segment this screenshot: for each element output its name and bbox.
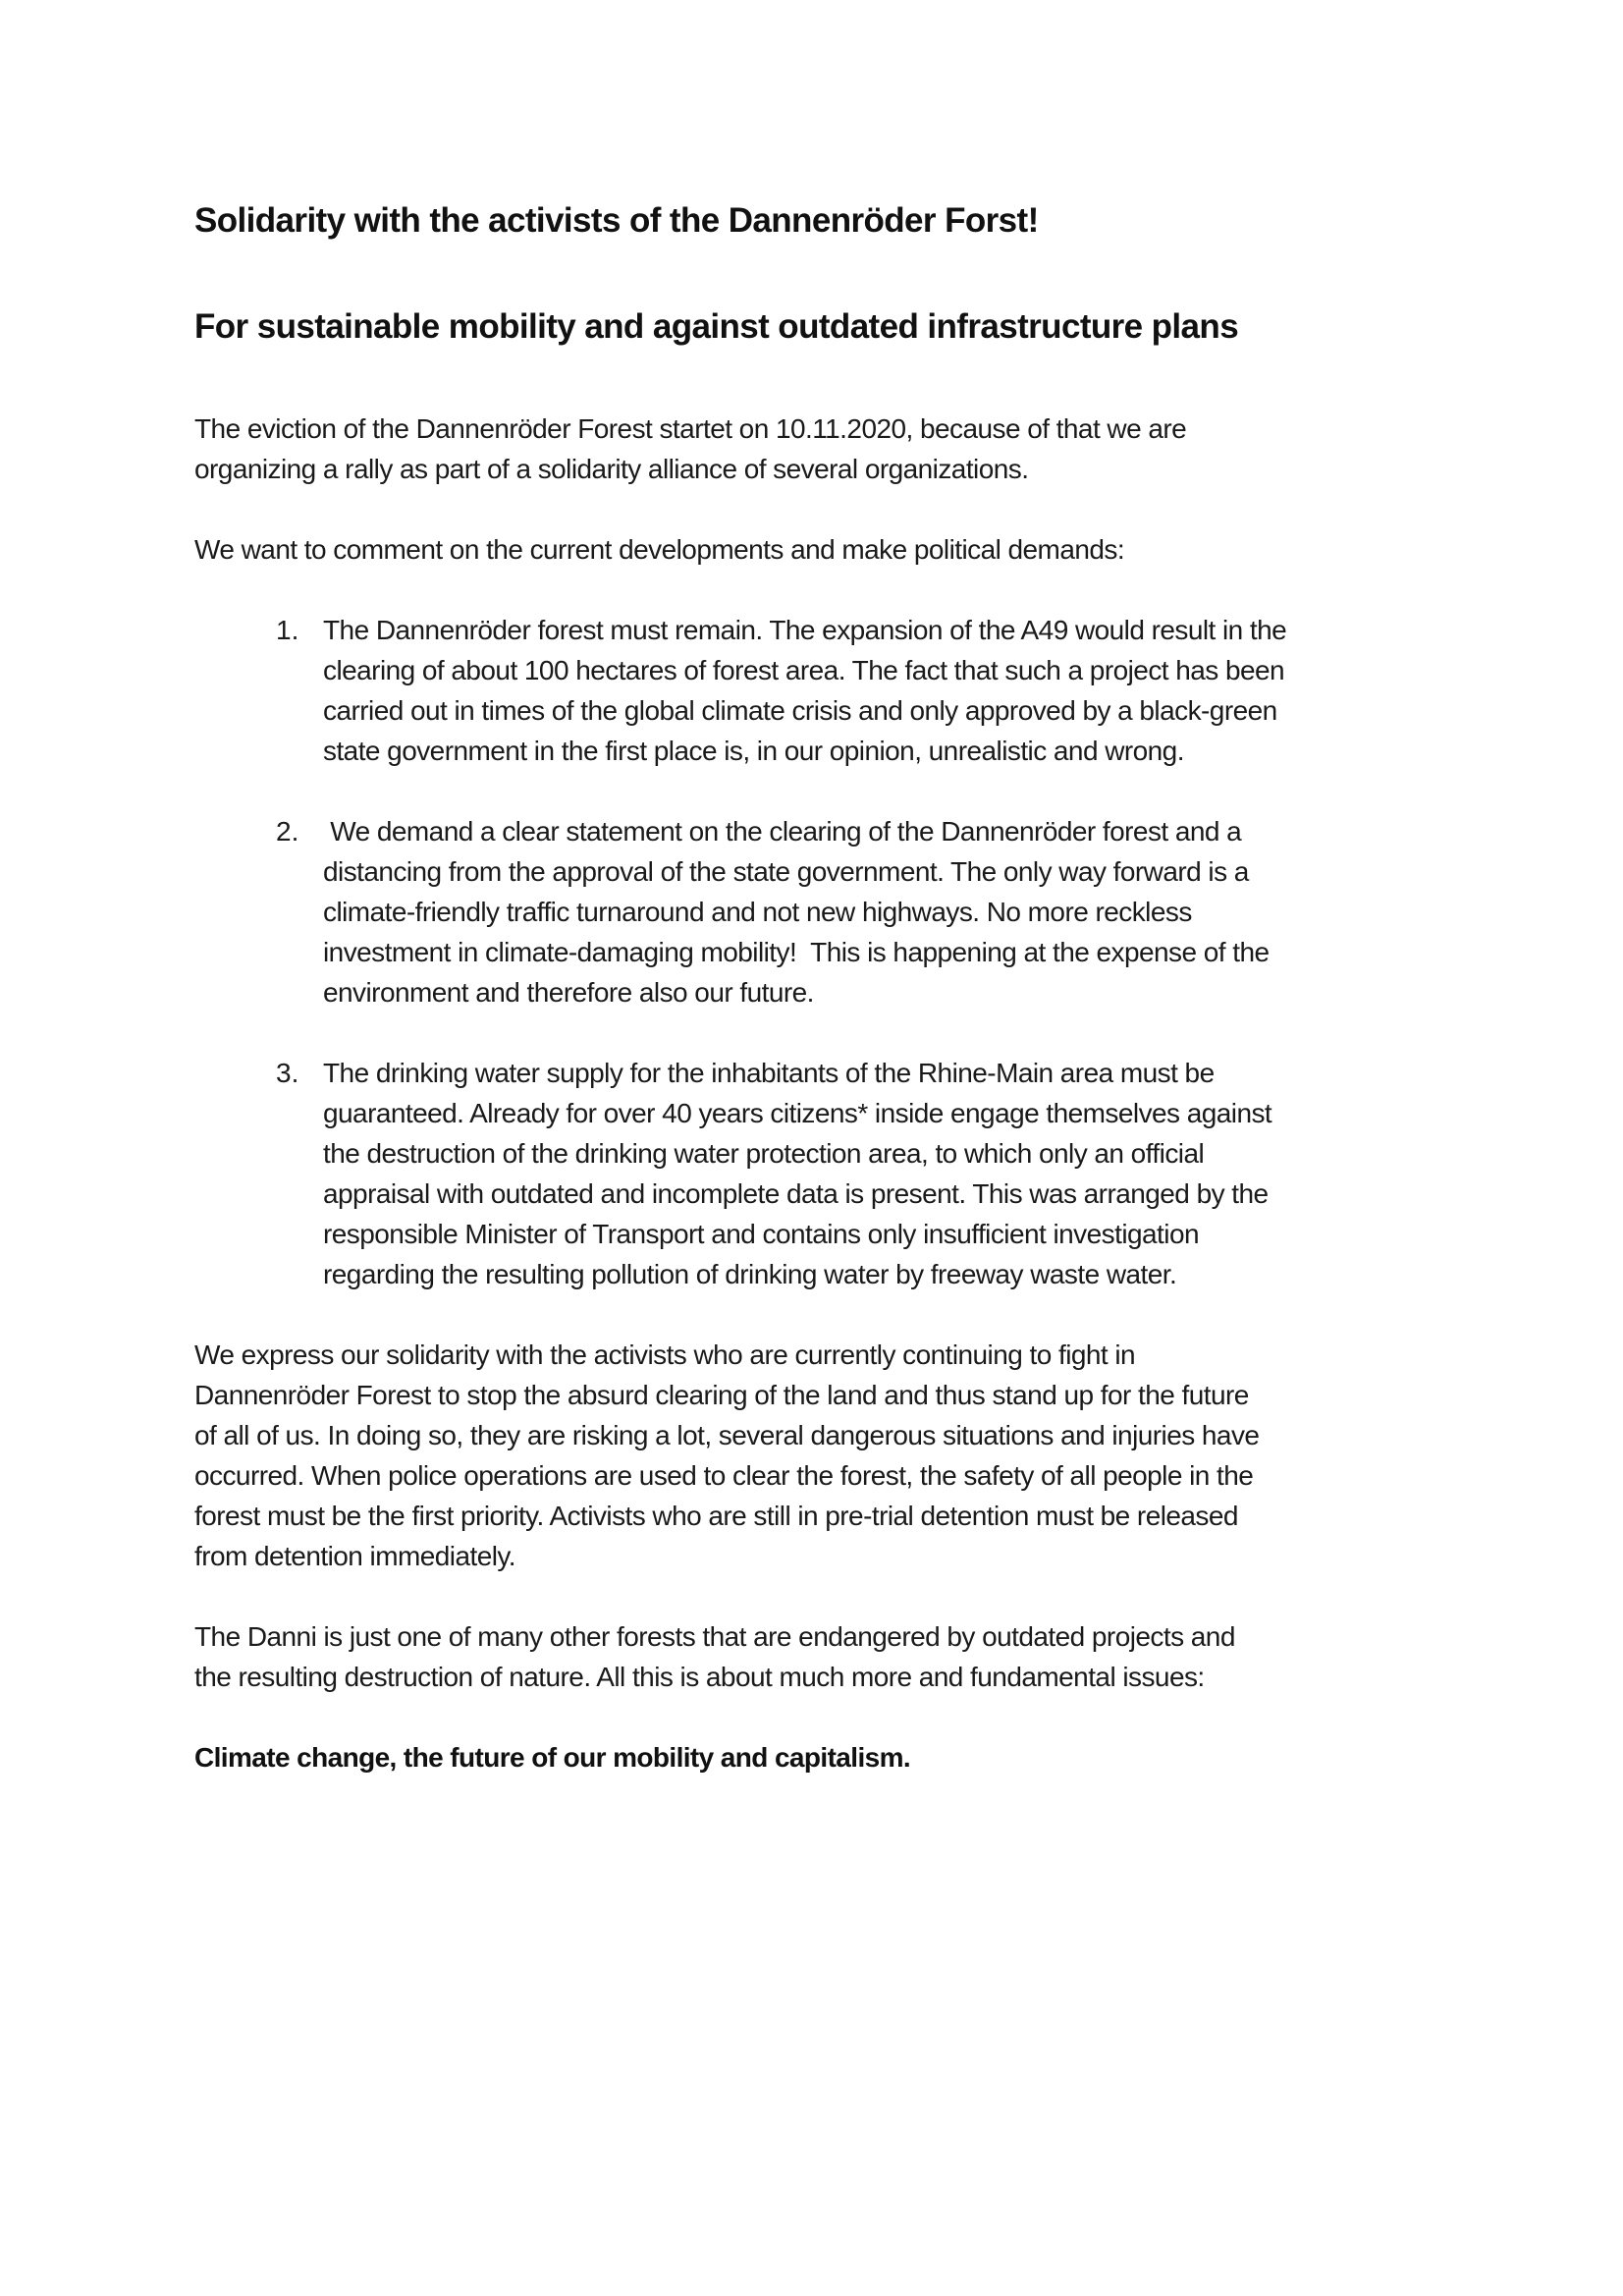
list-line: responsible Minister of Transport and contains only insufficient investigation [323, 1219, 1199, 1249]
list-line: regarding the resulting pollution of drinking water by freeway waste water. [323, 1259, 1177, 1289]
paragraph-line: forest must be the first priority. Activists who are still in pre-trial detention must be released [194, 1501, 1238, 1531]
list-line: appraisal with outdated and incomplete data is present. This was arranged by the [323, 1178, 1269, 1209]
list-line: distancing from the approval of the state government. The only way forward is a [323, 856, 1249, 887]
list-number: 2. [276, 816, 299, 847]
list-line: We demand a clear statement on the clearing of the Dannenröder forest and a [323, 816, 1242, 847]
list-line: guaranteed. Already for over 40 years citizens* inside engage themselves against [323, 1098, 1272, 1128]
list-number: 1. [276, 615, 299, 645]
paragraph-line: organizing a rally as part of a solidarity alliance of several organizations. [194, 454, 1029, 484]
list-line: clearing of about 100 hectares of forest area. The fact that such a project has been [323, 655, 1285, 685]
paragraph-line: The eviction of the Dannenröder Forest startet on 10.11.2020, because of that we are [194, 413, 1187, 444]
closing-statement: Climate change, the future of our mobility and capitalism. [194, 1742, 911, 1773]
demands-intro: We want to comment on the current developments and make political demands: [194, 534, 1125, 565]
paragraph-line: the resulting destruction of nature. All this is about much more and fundamental issues: [194, 1662, 1205, 1692]
list-line: state government in the first place is, in our opinion, unrealistic and wrong. [323, 736, 1184, 766]
list-line: carried out in times of the global climate crisis and only approved by a black-green [323, 695, 1277, 726]
paragraph-line: occurred. When police operations are used to clear the forest, the safety of all people in the [194, 1460, 1254, 1491]
paragraph-line: from detention immediately. [194, 1541, 516, 1571]
paragraph-line: The Danni is just one of many other forests that are endangered by outdated projects and [194, 1621, 1235, 1652]
paragraph-line: We express our solidarity with the activists who are currently continuing to fight in [194, 1339, 1136, 1370]
list-line: investment in climate-damaging mobility! This is happening at the expense of the [323, 937, 1270, 967]
title-heading: Solidarity with the activists of the Dannenröder Forst! [194, 201, 1039, 240]
list-line: environment and therefore also our future. [323, 977, 814, 1008]
paragraph-line: of all of us. In doing so, they are risking a lot, several dangerous situations and injuries have [194, 1420, 1260, 1450]
list-line: climate-friendly traffic turnaround and not new highways. No more reckless [323, 897, 1192, 927]
paragraph-line: Dannenröder Forest to stop the absurd clearing of the land and thus stand up for the future [194, 1380, 1249, 1410]
subtitle-heading: For sustainable mobility and against outdated infrastructure plans [194, 307, 1239, 346]
list-line: The drinking water supply for the inhabitants of the Rhine-Main area must be [323, 1058, 1215, 1088]
list-line: the destruction of the drinking water protection area, to which only an official [323, 1138, 1205, 1169]
list-line: The Dannenröder forest must remain. The expansion of the A49 would result in the [323, 615, 1287, 645]
list-number: 3. [276, 1058, 299, 1088]
